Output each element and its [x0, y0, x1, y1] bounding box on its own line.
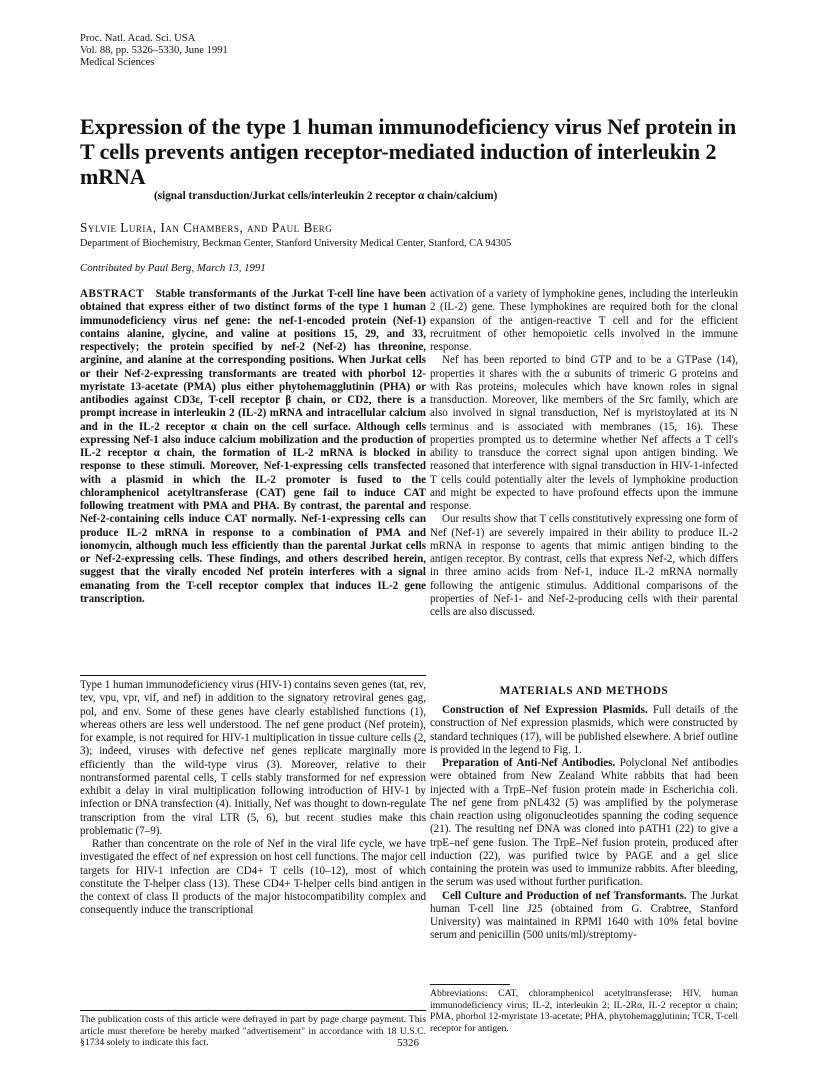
- volume-pages: Vol. 88, pp. 5326–5330, June 1991: [80, 45, 228, 56]
- paragraph: Nef has been reported to bind GTP and to be a GTPase (14), properties it shares with the α subunits of trimeric G proteins and with Ras proteins, molecules which have known roles in signal transduction. Moreover, like members of the Src family, which are also involved in signal transduction, Nef is myristoylated at its N terminus and is associated with membranes (15, 16). These properties prompted us to determine whether Nef affects a T cell's ability to transduce the correct signal upon antigen binding. We reasoned that interference with signal transduction in HIV-1-infected T cells could potentially alter the levels of lymphokine production and might be expected to have profound effects upon the immune response.: [430, 354, 738, 512]
- section-name: Medical Sciences: [80, 57, 155, 68]
- paragraph: activation of a variety of lymphokine genes, including the interleukin 2 (IL-2) gene. These lymphokines are required both for the clonal expansion of the antigen-reactive T cell and for the efficient recruitment of other hemopoietic cells involved in the immune response.: [430, 288, 738, 353]
- paragraph-text: Polyclonal Nef antibodies were obtained from New Zealand White rabbits that had been injected with a TrpE–Nef fusion protein made in Escherichia coli. The nef gene from pNL432 (5) was amplified by the polymerase chain reaction using oligonucleotides spanning the coding sequence (21). The resulting nef DNA was cloned into pATH1 (22) to give a trpE–nef gene fusion. The TrpE–Nef fusion protein, produced after induction (22), was purified twice by PAGE and a gel slice containing the protein was used to immunize rabbits. After bleeding, the serum was used without further purification.: [430, 757, 738, 889]
- paragraph: Rather than concentrate on the role of Nef in the viral life cycle, we have investigated the effect of nef expression on host cell functions. The major cell targets for HIV-1 infection are CD4+ T cells (10–12), most of which constitute the T-helper class (13). These CD4+ T-helper cells bind antigen in the context of class II products of the major histocompatibility complex and consequently induce the transcriptional: [80, 838, 426, 917]
- article-title: Expression of the type 1 human immunodeficiency virus Nef protein in T cells prevents antigen receptor-mediated induction of interleukin 2 mRNA: [80, 114, 737, 189]
- keywords: (signal transduction/Jurkat cells/interleukin 2 receptor α chain/calcium): [154, 190, 498, 202]
- abbreviations-rule: [430, 984, 510, 985]
- paragraph: [430, 704, 738, 757]
- paragraph: [430, 757, 738, 890]
- paragraph-text: The Jurkat human T-cell line J25 (obtained from G. Crabtree, Stanford University) was maintained in RPMI 1640 with 10% fetal bovine serum and penicillin (500 units/ml)/streptomy-: [430, 889, 738, 942]
- section-heading-methods: MATERIALS AND METHODS: [499, 685, 669, 697]
- publication-footnote: The publication costs of this article were defrayed in part by page charge payment. This article must therefore be hereby marked "advertisement" in accordance with 18 U.S.C. §1734 solely to indicate this fact.: [80, 1014, 426, 1049]
- run-in-heading: Preparation of Anti-Nef Antibodies.: [442, 757, 616, 769]
- abstract: [80, 288, 426, 606]
- run-in-heading: Cell Culture and Production of nef Transformants.: [442, 889, 687, 902]
- page-number: 5326: [397, 1037, 419, 1049]
- affiliation: Department of Biochemistry, Beckman Center, Stanford University Medical Center, Stanford, CA 94305: [80, 238, 512, 249]
- methods-body: [430, 704, 738, 943]
- intro-right-column: [430, 288, 738, 619]
- abbreviations: Abbreviations: CAT, chloramphenicol acetyltransferase; HIV, human immunodeficiency virus; IL-2, interleukin 2; IL-2Rα, IL-2 receptor α chain; PMA, phorbol 12-myristate 13-acetate; PHA, phytohemagglutinin; TCR, T-cell receptor for antigen.: [430, 988, 738, 1034]
- abstract-label: ABSTRACT: [80, 288, 145, 300]
- abstract-divider: [80, 675, 426, 676]
- paragraph-text: Full details of the construction of Nef expression plasmids, which were constructed by standard techniques (17), will be published elsewhere. A brief outline is provided in the legend to Fig. 1.: [430, 704, 738, 756]
- journal-name: Proc. Natl. Acad. Sci. USA: [80, 33, 196, 44]
- journal-header: [80, 33, 228, 69]
- intro-left-column: [80, 679, 426, 918]
- paragraph: [430, 890, 738, 943]
- footnote-rule: [80, 1010, 426, 1011]
- authors: Sylvie Luria, Ian Chambers, and Paul Berg: [80, 220, 333, 235]
- contributed-by: Contributed by Paul Berg, March 13, 1991: [80, 262, 266, 274]
- paragraph: Our results show that T cells constitutively expressing one form of Nef (Nef-1) are severely impaired in their ability to produce IL-2 mRNA in response to agents that mimic antigen binding to the antigen receptor. By contrast, cells that express Nef-2, which differs in three amino acids from Nef-1, induce IL-2 mRNA normally following the antigenic stimulus. Additional comparisons of the properties of Nef-1- and Nef-2-producing cells with their parental cells are also discussed.: [430, 513, 738, 618]
- paragraph: Type 1 human immunodeficiency virus (HIV-1) contains seven genes (tat, rev, tev, vpu, vpr, vif, and nef) in addition to the signatory retroviral genes gag, pol, and env. Some of these genes have clearly established functions (1), whereas others are less well understood. The nef gene product (Nef protein), for example, is not required for HIV-1 multiplication in tissue culture cells (2, 3); indeed, viruses with defective nef genes replicate marginally more efficiently than the wild-type virus (3). Moreover, relative to their nontransformed parental cells, T cells stably transformed for nef expression exhibit a delay in viral multiplication following introduction of HIV-1 by infection or DNA transfection (4). Initially, Nef was thought to down-regulate transcription from the viral LTR (5, 6), but recent studies make this problematic (7–9).: [80, 679, 426, 837]
- run-in-heading: Construction of Nef Expression Plasmids.: [442, 704, 648, 716]
- abstract-text: Stable transformants of the Jurkat T-cell line have been obtained that express either of two distinct forms of the type 1 human immunodeficiency virus nef gene: the nef-1-encoded protein (Nef-1) contains alanine, glycine, and valine at positions 15, 29, and 33, respectively; the protein specified by nef-2 (Nef-2) has threonine, arginine, and alanine at the corresponding positions. When Jurkat cells or their Nef-2-expressing transformants are treated with phorbol 12-myristate 13-acetate (PMA) plus either phytohemagglutinin (PHA) or antibodies against CD3ε, T-cell receptor β chain, or CD2, there is a prompt increase in interleukin 2 (IL-2) mRNA and intracellular calcium and in the IL-2 receptor α chain on the cell surface. Although cells expressing Nef-1 also induce calcium mobilization and the production of IL-2 receptor α chain, the formation of IL-2 mRNA is blocked in response to these stimuli. Moreover, Nef-1-expressing cells transfected with a plasmid in which the IL-2 promoter is fused to the chloramphenicol acetyltransferase (CAT) gene fail to induce CAT following treatment with PMA and PHA. By contrast, the parental and Nef-2-containing cells induce CAT normally. Nef-1-expressing cells can produce IL-2 mRNA in response to a combination of PMA and ionomycin, although much less efficiently than the parental Jurkat cells or Nef-2-expressing cells. These findings, and others described herein, suggest that the virally encoded Nef protein interferes with a signal emanating from the T-cell receptor complex that induces IL-2 gene transcription.: [80, 288, 426, 605]
